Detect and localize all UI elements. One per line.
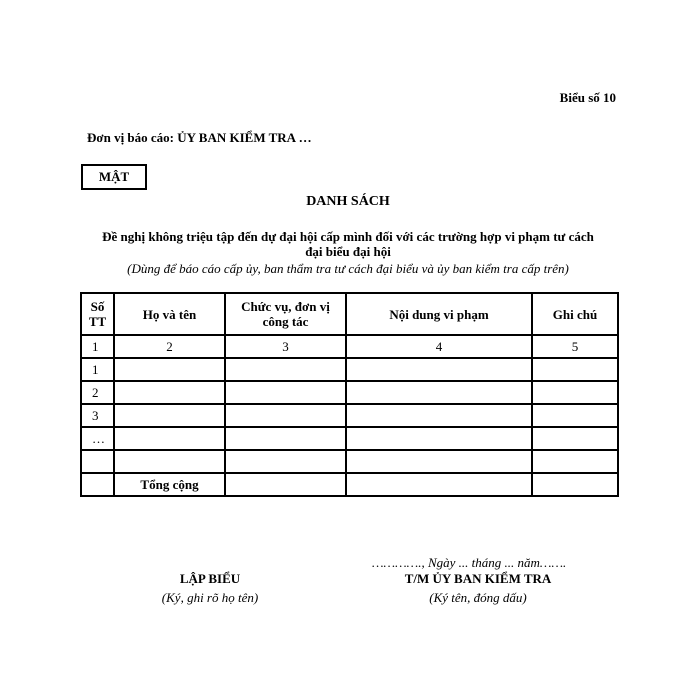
committee-instruction: (Ký tên, đóng dấu) xyxy=(429,590,527,605)
row-stt: … xyxy=(81,427,114,450)
header-name: Họ và tên xyxy=(114,293,225,335)
committee-title: T/M ỦY BAN KIỂM TRA xyxy=(404,571,552,586)
total-stt xyxy=(81,473,114,496)
row-stt: 3 xyxy=(81,404,114,427)
total-cell xyxy=(532,473,618,496)
header-violation: Nội dung vi phạm xyxy=(346,293,532,335)
row-stt: 1 xyxy=(81,358,114,381)
cell-position xyxy=(225,427,346,450)
cell-name xyxy=(114,404,225,427)
classification-stamp: MẬT xyxy=(81,164,147,190)
table-row xyxy=(81,381,618,404)
form-number: Biểu số 10 xyxy=(559,90,616,105)
column-number: 2 xyxy=(114,335,225,358)
column-number: 1 xyxy=(81,335,114,358)
cell-notes xyxy=(532,381,618,404)
cell-notes xyxy=(532,404,618,427)
column-number: 3 xyxy=(225,335,346,358)
cell-position xyxy=(225,381,346,404)
usage-note: (Dùng để báo cáo cấp ủy, ban thẩm tra tư cách đại biểu và ủy ban kiểm tra cấp trên) xyxy=(127,261,569,276)
violation-table xyxy=(80,292,619,497)
column-number: 4 xyxy=(346,335,532,358)
cell-name xyxy=(114,427,225,450)
cell-position xyxy=(225,404,346,427)
cell-position xyxy=(225,358,346,381)
total-cell xyxy=(346,473,532,496)
table-row xyxy=(81,427,618,450)
reporting-unit: Đơn vị báo cáo: ỦY BAN KIỂM TRA … xyxy=(87,130,312,145)
row-stt: 2 xyxy=(81,381,114,404)
subtitle-line-2: đại biểu đại hội xyxy=(305,244,391,259)
cell-violation xyxy=(346,427,532,450)
document-subtitle xyxy=(80,229,616,259)
total-cell xyxy=(225,473,346,496)
cell-notes xyxy=(532,427,618,450)
committee-signature-block xyxy=(358,570,598,606)
cell-notes xyxy=(532,358,618,381)
cell-violation xyxy=(346,450,532,473)
total-label: Tổng cộng xyxy=(114,473,225,496)
total-row xyxy=(81,473,618,496)
preparer-title: LẬP BIỂU xyxy=(179,571,241,586)
subtitle-line-1: Đề nghị không triệu tập đến dự đại hội cấp mình đối với các trường hợp vi phạm tư cách xyxy=(102,229,594,244)
date-line: …………., Ngày ... tháng ... năm……. xyxy=(372,555,567,570)
header-stt xyxy=(81,293,114,335)
cell-violation xyxy=(346,404,532,427)
table-header-row xyxy=(81,293,618,335)
table-row xyxy=(81,358,618,381)
preparer-signature-block xyxy=(120,570,300,606)
row-stt xyxy=(81,450,114,473)
cell-name xyxy=(114,450,225,473)
cell-name xyxy=(114,358,225,381)
cell-position xyxy=(225,450,346,473)
column-number-row xyxy=(81,335,618,358)
header-stt-line-1: Số xyxy=(90,299,105,314)
cell-violation xyxy=(346,381,532,404)
cell-violation xyxy=(346,358,532,381)
header-notes: Ghi chú xyxy=(532,293,618,335)
header-position xyxy=(225,293,346,335)
header-stt-line-2: TT xyxy=(88,314,107,329)
header-position-line-1: Chức vụ, đơn vị xyxy=(241,299,330,314)
table-row xyxy=(81,404,618,427)
table-row xyxy=(81,450,618,473)
cell-notes xyxy=(532,450,618,473)
header-position-line-2: công tác xyxy=(262,314,309,329)
preparer-instruction: (Ký, ghi rõ họ tên) xyxy=(161,590,259,605)
cell-name xyxy=(114,381,225,404)
column-number: 5 xyxy=(532,335,618,358)
document-title: DANH SÁCH xyxy=(306,194,390,209)
